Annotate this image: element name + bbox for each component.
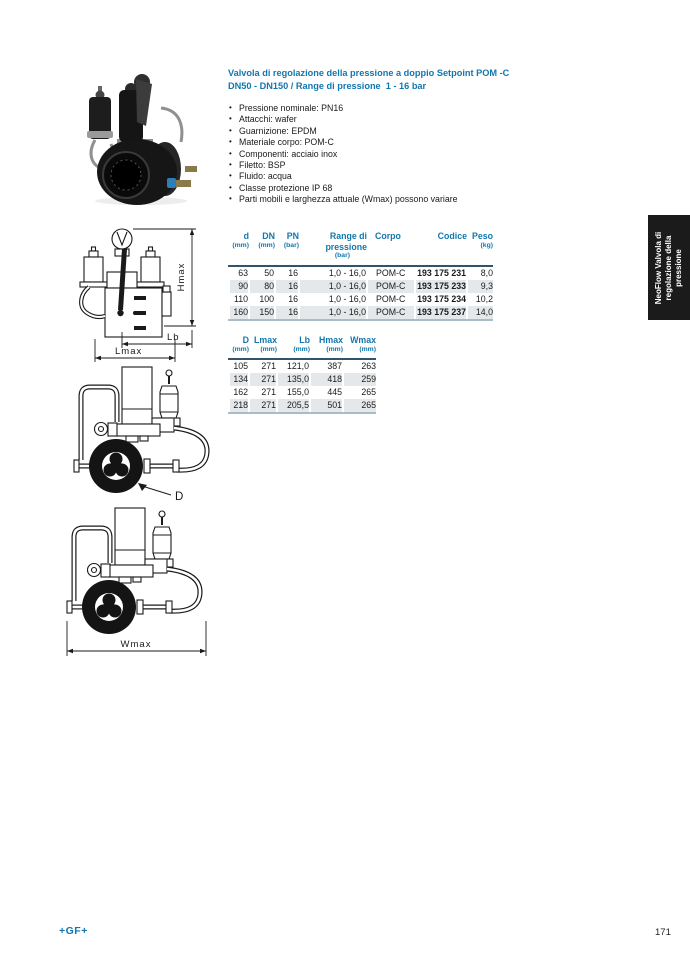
bullet-icon: • — [229, 114, 232, 124]
table-cell: 1,0 - 16,0 — [299, 293, 367, 306]
table-cell: 150 — [249, 306, 275, 320]
table-cell: 418 — [310, 373, 343, 386]
column-header: Lb (mm) — [277, 335, 310, 359]
column-header: Peso (kg) — [467, 231, 493, 266]
bullet-icon: • — [229, 160, 232, 170]
gf-logo: +GF+ — [59, 925, 88, 937]
table-cell: 1,0 - 16,0 — [299, 306, 367, 320]
page-title-line2: DN50 - DN150 / Range di pressione 1 - 16 bar — [228, 81, 427, 91]
list-item: • Fluido: acqua — [229, 171, 292, 182]
side-tab-text: NeoFlow Valvola di regolazione della pressione — [654, 231, 683, 304]
table-row — [229, 359, 376, 373]
hmax-label: Hmax — [176, 262, 187, 292]
column-header: Corpo — [367, 231, 415, 266]
table-cell: 193 175 234 — [415, 293, 467, 306]
table-row — [229, 280, 493, 293]
column-header: d (mm) — [229, 231, 249, 266]
list-item: • Parti mobili e larghezza attuale (Wmax) possono variare — [229, 194, 458, 205]
table-cell: 218 — [229, 399, 249, 413]
table-row — [229, 266, 493, 280]
wmax-label: Wmax — [120, 639, 152, 650]
table-cell: 9,3 — [467, 280, 493, 293]
dimensions-table — [228, 335, 376, 414]
table-cell: 160 — [229, 306, 249, 320]
table-cell: POM-C — [367, 293, 415, 306]
list-item: • Pressione nominale: PN16 — [229, 103, 344, 113]
table-cell: POM-C — [367, 280, 415, 293]
table-cell: 16 — [275, 280, 299, 293]
table-cell: 105 — [229, 359, 249, 373]
list-item: • Componenti: acciaio inox — [229, 148, 338, 159]
table-cell: 193 175 231 — [415, 266, 467, 280]
table-header-row — [229, 231, 493, 266]
ordering-table-grid — [228, 231, 493, 321]
column-header: Wmax (mm) — [343, 335, 376, 359]
bullet-icon: • — [229, 171, 232, 181]
table-cell: 271 — [249, 373, 277, 386]
table-cell: 63 — [229, 266, 249, 280]
table-cell: 110 — [229, 293, 249, 306]
table-cell: 90 — [229, 280, 249, 293]
table-cell: 16 — [275, 293, 299, 306]
lb-label: Lb — [167, 332, 180, 343]
table-cell: 1,0 - 16,0 — [299, 266, 367, 280]
d-label: D — [175, 491, 184, 502]
table-header-row — [229, 335, 376, 359]
table-cell: 259 — [343, 373, 376, 386]
table-cell: 80 — [249, 280, 275, 293]
page-title — [228, 67, 558, 93]
bullet-icon: • — [229, 194, 232, 204]
table-cell: 1,0 - 16,0 — [299, 280, 367, 293]
table-cell: 193 175 237 — [415, 306, 467, 320]
side-tab-neoflow — [648, 215, 690, 320]
table-row — [229, 399, 376, 413]
table-row — [229, 293, 493, 306]
column-header: Codice — [415, 231, 467, 266]
dimensions-table-grid — [228, 335, 376, 414]
table-cell: 162 — [229, 386, 249, 399]
column-header: DN (mm) — [249, 231, 275, 266]
table-cell: 50 — [249, 266, 275, 280]
table-cell: 155,0 — [277, 386, 310, 399]
table-cell: 121,0 — [277, 359, 310, 373]
table-cell: 501 — [310, 399, 343, 413]
column-header: Lmax (mm) — [249, 335, 277, 359]
table-cell: 265 — [343, 386, 376, 399]
side-view-drawing-wmax — [60, 503, 215, 663]
table-cell: 445 — [310, 386, 343, 399]
table-cell: 16 — [275, 266, 299, 280]
page-number: 171 — [655, 927, 671, 938]
column-header: PN (bar) — [275, 231, 299, 266]
table-cell: POM-C — [367, 266, 415, 280]
table-cell: 10,2 — [467, 293, 493, 306]
ordering-table — [228, 231, 493, 321]
bullet-icon: • — [229, 182, 232, 192]
bullet-icon: • — [229, 148, 232, 158]
table-cell: 271 — [249, 386, 277, 399]
table-cell: 100 — [249, 293, 275, 306]
table-cell: 271 — [249, 399, 277, 413]
list-item: • Guarnizione: EPDM — [229, 125, 317, 136]
table-cell: 16 — [275, 306, 299, 320]
bullet-icon: • — [229, 137, 232, 147]
list-item: • Classe protezione IP 68 — [229, 182, 333, 193]
table-cell: 271 — [249, 359, 277, 373]
table-cell: 193 175 233 — [415, 280, 467, 293]
column-header: D (mm) — [229, 335, 249, 359]
table-cell: 135,0 — [277, 373, 310, 386]
table-cell: 8,0 — [467, 266, 493, 280]
feature-list — [228, 103, 528, 206]
list-item: • Attacchi: wafer — [229, 114, 297, 125]
bullet-icon: • — [229, 103, 232, 112]
list-item: • Materiale corpo: POM-C — [229, 137, 334, 148]
table-cell: 134 — [229, 373, 249, 386]
table-cell: 265 — [343, 399, 376, 413]
table-cell: 14,0 — [467, 306, 493, 320]
product-photo — [75, 68, 210, 208]
page-title-line1: Valvola di regolazione della pressione a doppio Setpoint POM -C — [228, 68, 510, 78]
list-item: • Filetto: BSP — [229, 160, 286, 171]
column-header: Hmax (mm) — [310, 335, 343, 359]
table-row — [229, 306, 493, 320]
table-cell: 205,5 — [277, 399, 310, 413]
table-cell: 387 — [310, 359, 343, 373]
column-header: Range di pressione (bar) — [299, 231, 367, 266]
front-view-drawing — [65, 222, 205, 364]
table-row — [229, 386, 376, 399]
table-row — [229, 373, 376, 386]
bullet-icon: • — [229, 125, 232, 135]
table-cell: POM-C — [367, 306, 415, 320]
side-view-drawing-d — [70, 362, 220, 502]
table-cell: 263 — [343, 359, 376, 373]
lmax-label: Lmax — [115, 346, 143, 357]
